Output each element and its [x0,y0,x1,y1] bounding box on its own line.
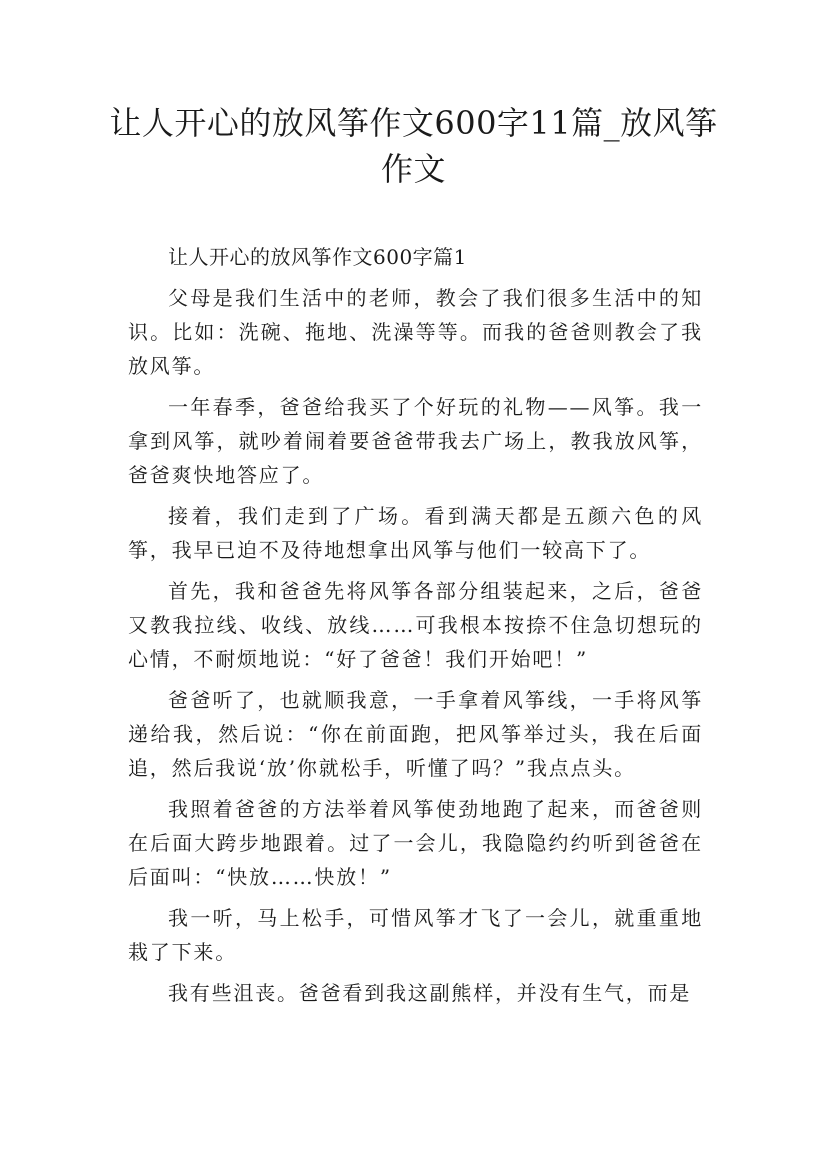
paragraph: 接着，我们走到了广场。看到满天都是五颜六色的风筝，我早已迫不及待地想拿出风筝与他们一较高下了。 [128,504,703,562]
paragraph: 一年春季，爸爸给我买了个好玩的礼物——风筝。我一拿到风筝，就吵着闹着要爸爸带我去广场上，教我放风筝，爸爸爽快地答应了。 [128,395,703,487]
paragraph: 我一听，马上松手，可惜风筝才飞了一会儿，就重重地栽了下来。 [128,906,703,964]
paragraph: 首先，我和爸爸先将风筝各部分组装起来，之后，爸爸又教我拉线、收线、放线……可我根本按捺不住急切想玩的心情，不耐烦地说：“好了爸爸！我们开始吧！” [128,579,703,671]
document-body [128,240,703,1017]
paragraph: 爸爸听了，也就顺我意，一手拿着风筝线，一手将风筝递给我，然后说：“你在前面跑，把风筝举过头，我在后面追，然后我说‘放’你就松手，听懂了吗？”我点点头。 [128,688,703,780]
section-heading: 让人开心的放风筝作文600字篇1 [168,245,467,269]
document-title: 让人开心的放风筝作文600字11篇_放风筝作文 [109,104,718,188]
paragraph: 父母是我们生活中的老师，教会了我们很多生活中的知识。比如：洗碗、拖地、洗澡等等。而我的爸爸则教会了我放风筝。 [128,286,703,378]
paragraph: 我照着爸爸的方法举着风筝使劲地跑了起来，而爸爸则在后面大跨步地跟着。过了一会儿，我隐隐约约听到爸爸在后面叫：“快放……快放！” [128,797,703,889]
paragraph: 我有些沮丧。爸爸看到我这副熊样，并没有生气，而是 [168,981,692,1005]
